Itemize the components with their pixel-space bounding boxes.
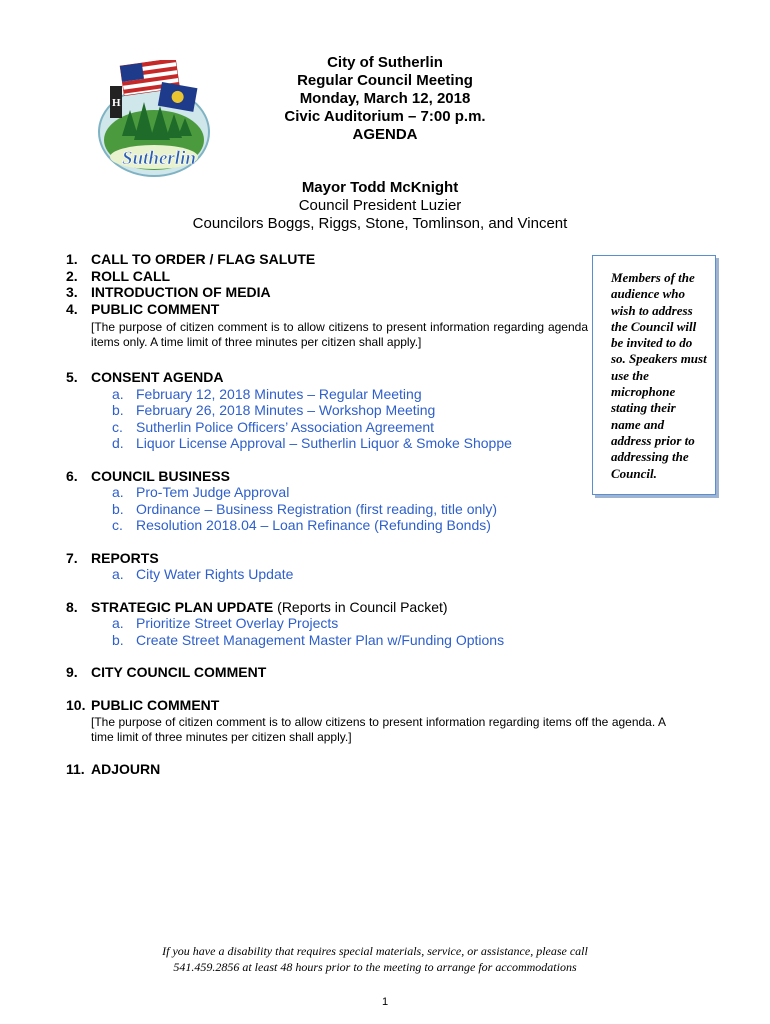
- sub-item-letter: b.: [112, 631, 124, 648]
- agenda-item-strategic-plan: [66, 599, 666, 616]
- agenda-item-council-business: [66, 468, 666, 485]
- meeting-header: [170, 54, 600, 144]
- agenda-item-public-comment: [66, 301, 666, 318]
- agenda-item-roll-call: [66, 268, 666, 285]
- agenda-item-number: 3.: [66, 284, 78, 300]
- sub-item-letter: b.: [112, 500, 124, 517]
- agenda-item-public-comment-2: [66, 697, 666, 714]
- agenda-item-title: STRATEGIC PLAN UPDATE: [91, 598, 274, 615]
- agenda-item-number: 4.: [66, 300, 78, 317]
- consent-item-b[interactable]: [66, 402, 666, 419]
- agenda-item-reports: [66, 550, 666, 567]
- meeting-location: Civic Auditorium – 7:00 p.m.: [284, 108, 486, 125]
- agenda-item-title: INTRODUCTION OF MEDIA: [91, 284, 271, 300]
- agenda-item-number: 10.: [66, 696, 86, 713]
- business-item-b[interactable]: [66, 501, 666, 518]
- agenda-item-number: 7.: [66, 549, 78, 566]
- accessibility-notice-line1: If you have a disability that requires special materials, service, or assistance, please call: [162, 944, 588, 958]
- agenda-item-title: COUNCIL BUSINESS: [91, 467, 230, 484]
- strategic-item-a[interactable]: [66, 615, 666, 632]
- accessibility-notice-line2: 541.459.2856 at least 48 hours prior to the meeting to arrange for accommodations: [173, 960, 577, 974]
- public-comment-note-2: [The purpose of citizen comment is to allow citizens to present information regarding items off the agenda. A time limit of three minutes per citizen shall apply.]: [91, 715, 666, 744]
- business-item-a[interactable]: [66, 484, 666, 501]
- consent-item-d[interactable]: [66, 435, 666, 452]
- sub-item-letter: c.: [112, 418, 123, 435]
- agenda-list: [66, 251, 666, 778]
- agenda-item-title: REPORTS: [91, 549, 159, 566]
- sub-item-letter: d.: [112, 435, 124, 451]
- agenda-item-city-council-comment: [66, 664, 666, 681]
- accessibility-notice: [100, 943, 650, 975]
- city-name: City of Sutherlin: [327, 54, 443, 71]
- consent-item-a[interactable]: [66, 386, 666, 403]
- public-comment-note: [The purpose of citizen comment is to allow citizens to present information regarding agenda items only. A time limit of three minutes per citizen shall apply.]: [91, 320, 588, 349]
- sub-item-link[interactable]: Resolution 2018.04 – Loan Refinance (Refunding Bonds): [136, 517, 491, 533]
- sub-item-link[interactable]: Ordinance – Business Registration (first reading, title only): [136, 500, 498, 517]
- agenda-item-number: 8.: [66, 598, 78, 615]
- sub-item-link[interactable]: Liquor License Approval – Sutherlin Liquor & Smoke Shoppe: [136, 435, 512, 451]
- logo-text: Sutherlin: [122, 148, 196, 169]
- councilors-list: Councilors Boggs, Riggs, Stone, Tomlinson, and Vincent: [192, 215, 568, 232]
- sub-item-letter: a.: [112, 385, 124, 402]
- sub-item-link[interactable]: Prioritize Street Overlay Projects: [136, 615, 339, 631]
- agenda-heading: AGENDA: [352, 126, 418, 143]
- agenda-item-title: PUBLIC COMMENT: [91, 696, 220, 713]
- sub-item-letter: a.: [112, 484, 124, 500]
- mayor-name: Mayor Todd McKnight: [301, 179, 459, 196]
- reports-item-a[interactable]: [66, 566, 666, 583]
- sub-item-letter: c.: [112, 517, 123, 533]
- agenda-item-number: 9.: [66, 664, 78, 680]
- agenda-item-title: CONSENT AGENDA: [91, 369, 224, 385]
- sub-item-link[interactable]: City Water Rights Update: [136, 566, 294, 582]
- officials-block: [130, 178, 630, 233]
- agenda-item-number: 6.: [66, 467, 78, 484]
- sub-item-letter: b.: [112, 402, 124, 418]
- agenda-item-intro-media: [66, 284, 666, 301]
- agenda-item-number: 11.: [66, 761, 85, 777]
- agenda-item-call-to-order: [66, 251, 666, 268]
- agenda-item-title: PUBLIC COMMENT: [91, 300, 220, 317]
- agenda-item-title: ROLL CALL: [91, 267, 171, 284]
- business-item-c[interactable]: [66, 517, 666, 534]
- agenda-item-title: ADJOURN: [91, 761, 161, 777]
- agenda-item-title: CITY COUNCIL COMMENT: [91, 664, 267, 680]
- audience-notice-text: Members of the audience who wish to address the Council will be invited to do so. Speakers must use the microphone stating their name and address prior to addressing the Council.: [611, 270, 707, 481]
- page-number: 1: [381, 996, 389, 1008]
- agenda-item-title: CALL TO ORDER / FLAG SALUTE: [91, 251, 316, 267]
- sub-item-link[interactable]: February 26, 2018 Minutes – Workshop Meeting: [136, 402, 436, 418]
- consent-item-c[interactable]: [66, 419, 666, 436]
- agenda-item-number: 5.: [66, 369, 78, 385]
- sub-item-link[interactable]: Pro-Tem Judge Approval: [136, 484, 290, 500]
- agenda-item-adjourn: [66, 761, 666, 778]
- sub-item-link[interactable]: Sutherlin Police Officers’ Association Agreement: [136, 418, 435, 435]
- meeting-date: Monday, March 12, 2018: [299, 90, 471, 107]
- council-president: Council President Luzier: [298, 197, 462, 214]
- sub-item-letter: a.: [112, 615, 124, 631]
- sub-item-link[interactable]: Create Street Management Master Plan w/Funding Options: [136, 631, 505, 648]
- meeting-type: Regular Council Meeting: [297, 72, 473, 89]
- agenda-item-number: 1.: [66, 251, 78, 267]
- agenda-item-number: 2.: [66, 267, 78, 284]
- agenda-item-consent-agenda: [66, 369, 666, 386]
- sub-item-link[interactable]: February 12, 2018 Minutes – Regular Meeting: [136, 385, 422, 402]
- agenda-item-title-note: (Reports in Council Packet): [273, 598, 448, 615]
- sub-item-letter: a.: [112, 566, 124, 582]
- strategic-item-b[interactable]: [66, 632, 666, 649]
- svg-text:H: H: [112, 97, 121, 109]
